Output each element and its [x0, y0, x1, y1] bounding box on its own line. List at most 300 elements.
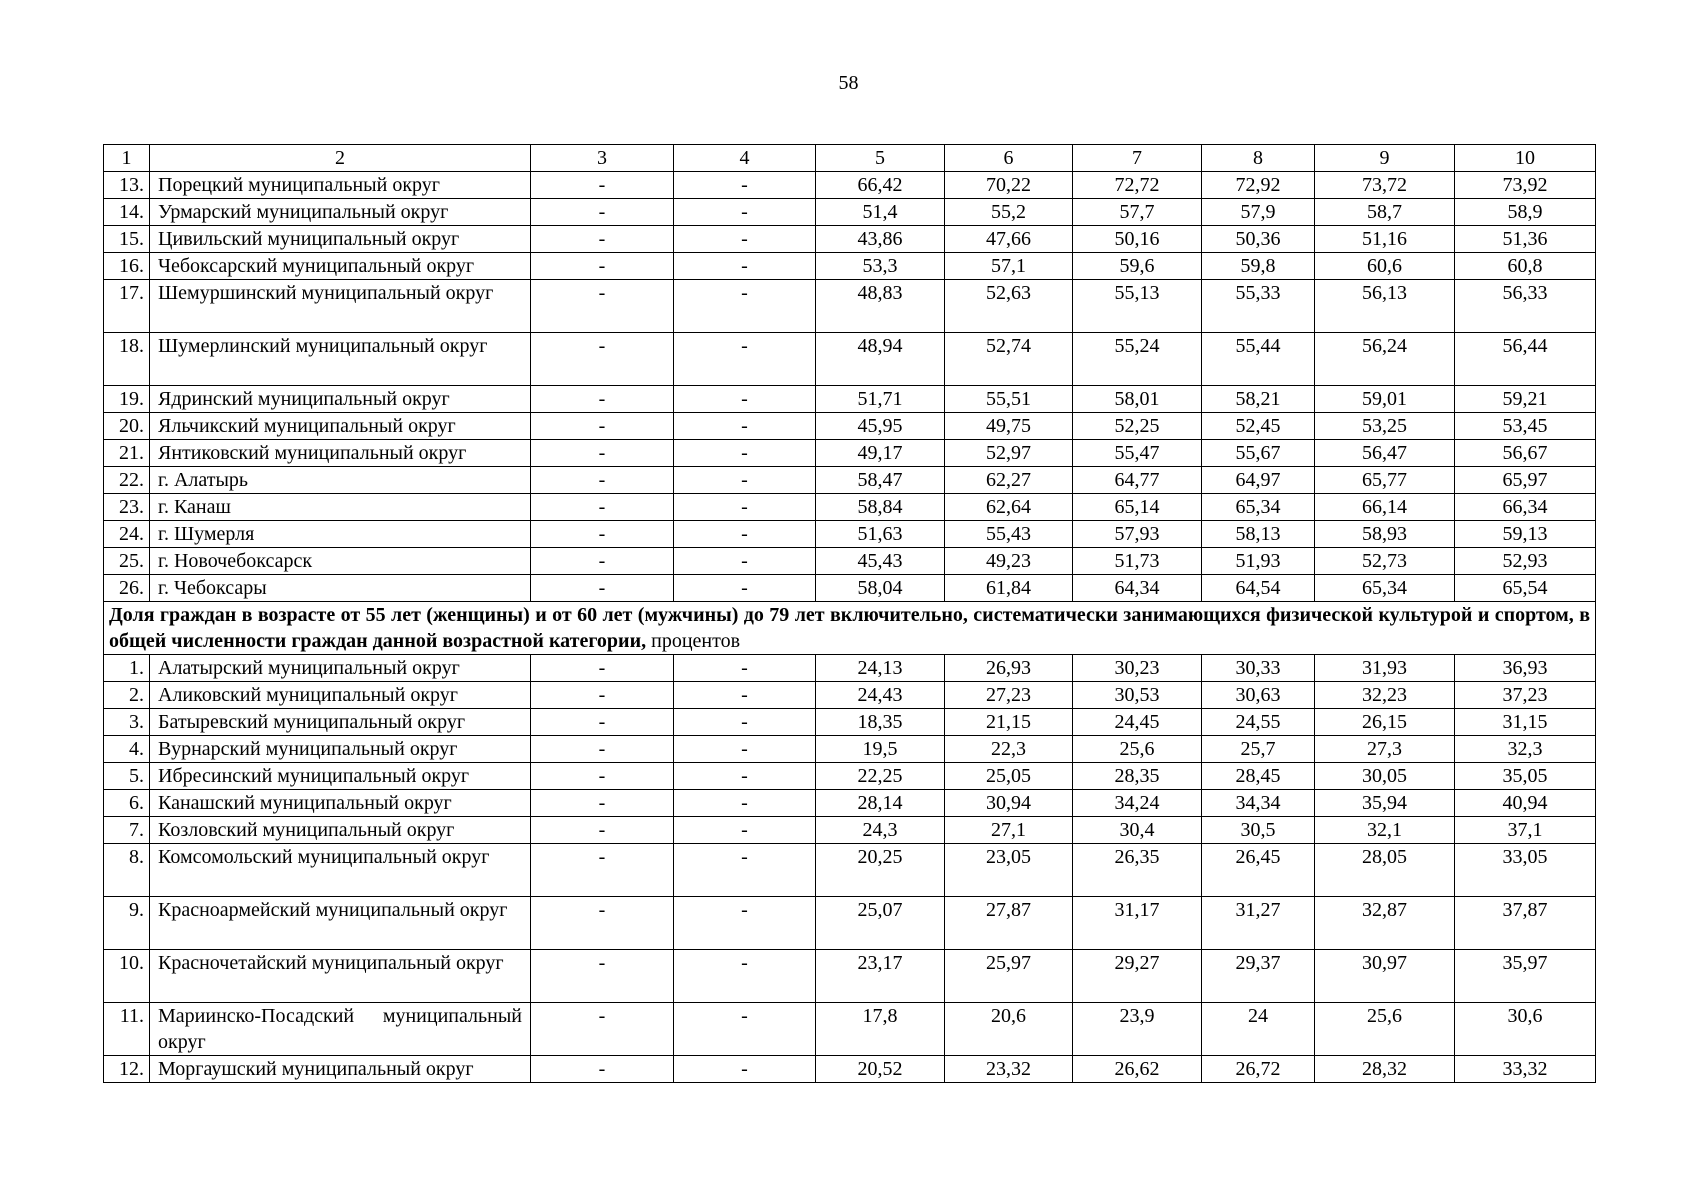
value-cell: 70,22 — [945, 172, 1073, 199]
value-cell: 65,97 — [1455, 467, 1596, 494]
value-cell: 23,05 — [945, 844, 1073, 897]
value-cell: 51,4 — [816, 199, 945, 226]
table-row — [104, 333, 1596, 386]
value-cell: 19,5 — [816, 736, 945, 763]
row-number-cell: 10. — [104, 950, 150, 1003]
row-number-cell: 24. — [104, 521, 150, 548]
value-cell: 35,94 — [1315, 790, 1455, 817]
value-cell: 28,35 — [1073, 763, 1202, 790]
value-cell: 27,87 — [945, 897, 1073, 950]
value-cell: 35,05 — [1455, 763, 1596, 790]
value-cell: - — [674, 1003, 816, 1056]
table-row — [104, 494, 1596, 521]
value-cell: 56,13 — [1315, 280, 1455, 333]
row-number-cell: 2. — [104, 682, 150, 709]
row-number-cell: 11. — [104, 1003, 150, 1056]
value-cell: 49,75 — [945, 413, 1073, 440]
row-number-cell: 21. — [104, 440, 150, 467]
value-cell: - — [674, 521, 816, 548]
value-cell: - — [674, 655, 816, 682]
value-cell: - — [531, 199, 674, 226]
value-cell: 65,14 — [1073, 494, 1202, 521]
value-cell: 24 — [1202, 1003, 1315, 1056]
table-row — [104, 199, 1596, 226]
table-row — [104, 844, 1596, 897]
value-cell: 30,4 — [1073, 817, 1202, 844]
value-cell: 31,27 — [1202, 897, 1315, 950]
district-name-cell: Яльчикский муниципальный округ — [150, 413, 531, 440]
value-cell: 20,52 — [816, 1056, 945, 1083]
row-number-cell: 14. — [104, 199, 150, 226]
table-row — [104, 790, 1596, 817]
value-cell: 25,05 — [945, 763, 1073, 790]
row-number-cell: 4. — [104, 736, 150, 763]
value-cell: 52,74 — [945, 333, 1073, 386]
header-cell: 6 — [945, 145, 1073, 172]
value-cell: 56,24 — [1315, 333, 1455, 386]
value-cell: 66,34 — [1455, 494, 1596, 521]
value-cell: 64,54 — [1202, 575, 1315, 602]
value-cell: 56,67 — [1455, 440, 1596, 467]
value-cell: - — [674, 682, 816, 709]
district-name-cell: Красночетайский муниципальный округ — [150, 950, 531, 1003]
table-row — [104, 440, 1596, 467]
district-name-cell: Моргаушский муниципальный округ — [150, 1056, 531, 1083]
value-cell: 62,64 — [945, 494, 1073, 521]
value-cell: 27,3 — [1315, 736, 1455, 763]
row-number-cell: 17. — [104, 280, 150, 333]
value-cell: - — [674, 172, 816, 199]
value-cell: 30,5 — [1202, 817, 1315, 844]
district-name-cell: Цивильский муниципальный округ — [150, 226, 531, 253]
value-cell: - — [674, 763, 816, 790]
value-cell: - — [531, 897, 674, 950]
value-cell: 55,2 — [945, 199, 1073, 226]
value-cell: - — [674, 897, 816, 950]
value-cell: 55,47 — [1073, 440, 1202, 467]
value-cell: 31,93 — [1315, 655, 1455, 682]
value-cell: 73,92 — [1455, 172, 1596, 199]
value-cell: 56,44 — [1455, 333, 1596, 386]
value-cell: - — [674, 736, 816, 763]
value-cell: 64,77 — [1073, 467, 1202, 494]
row-number-cell: 1. — [104, 655, 150, 682]
value-cell: 65,77 — [1315, 467, 1455, 494]
value-cell: - — [531, 226, 674, 253]
value-cell: 37,23 — [1455, 682, 1596, 709]
value-cell: 30,23 — [1073, 655, 1202, 682]
value-cell: 53,3 — [816, 253, 945, 280]
value-cell: 58,7 — [1315, 199, 1455, 226]
district-name-cell: Алатырский муниципальный округ — [150, 655, 531, 682]
header-cell: 5 — [816, 145, 945, 172]
header-cell: 4 — [674, 145, 816, 172]
value-cell: 55,67 — [1202, 440, 1315, 467]
value-cell: 24,55 — [1202, 709, 1315, 736]
value-cell: 72,92 — [1202, 172, 1315, 199]
value-cell: 30,33 — [1202, 655, 1315, 682]
value-cell: 21,15 — [945, 709, 1073, 736]
row-number-cell: 5. — [104, 763, 150, 790]
value-cell: - — [674, 386, 816, 413]
row-number-cell: 23. — [104, 494, 150, 521]
value-cell: 55,24 — [1073, 333, 1202, 386]
value-cell: 55,13 — [1073, 280, 1202, 333]
value-cell: 25,6 — [1073, 736, 1202, 763]
value-cell: 32,23 — [1315, 682, 1455, 709]
value-cell: 30,94 — [945, 790, 1073, 817]
value-cell: 25,7 — [1202, 736, 1315, 763]
district-name-cell: Шумерлинский муниципальный округ — [150, 333, 531, 386]
value-cell: 52,63 — [945, 280, 1073, 333]
value-cell: - — [674, 575, 816, 602]
table-row — [104, 386, 1596, 413]
value-cell: 72,72 — [1073, 172, 1202, 199]
value-cell: 50,16 — [1073, 226, 1202, 253]
value-cell: 52,25 — [1073, 413, 1202, 440]
value-cell: - — [531, 333, 674, 386]
district-name-cell: Мариинско-Посадский муниципальный округ — [150, 1003, 531, 1056]
value-cell: - — [531, 736, 674, 763]
value-cell: 65,34 — [1202, 494, 1315, 521]
value-cell: - — [674, 226, 816, 253]
section-title-cell — [104, 602, 1596, 655]
value-cell: 22,25 — [816, 763, 945, 790]
value-cell: 51,71 — [816, 386, 945, 413]
value-cell: 58,01 — [1073, 386, 1202, 413]
value-cell: - — [531, 790, 674, 817]
value-cell: 20,25 — [816, 844, 945, 897]
district-name-cell: Порецкий муниципальный округ — [150, 172, 531, 199]
district-name-cell: Янтиковский муниципальный округ — [150, 440, 531, 467]
value-cell: 62,27 — [945, 467, 1073, 494]
value-cell: - — [531, 172, 674, 199]
value-cell: 23,17 — [816, 950, 945, 1003]
value-cell: 66,42 — [816, 172, 945, 199]
value-cell: 29,27 — [1073, 950, 1202, 1003]
value-cell: 34,24 — [1073, 790, 1202, 817]
value-cell: - — [674, 1056, 816, 1083]
value-cell: 51,93 — [1202, 548, 1315, 575]
value-cell: 50,36 — [1202, 226, 1315, 253]
district-name-cell: Урмарский муниципальный округ — [150, 199, 531, 226]
value-cell: 59,8 — [1202, 253, 1315, 280]
table-row — [104, 950, 1596, 1003]
value-cell: 49,23 — [945, 548, 1073, 575]
value-cell: 25,07 — [816, 897, 945, 950]
value-cell: 48,94 — [816, 333, 945, 386]
value-cell: - — [531, 253, 674, 280]
indicator-table — [103, 144, 1596, 1083]
district-name-cell: Шемуршинский муниципальный округ — [150, 280, 531, 333]
value-cell: 26,93 — [945, 655, 1073, 682]
value-cell: 52,73 — [1315, 548, 1455, 575]
row-number-cell: 20. — [104, 413, 150, 440]
row-number-cell: 3. — [104, 709, 150, 736]
value-cell: 52,97 — [945, 440, 1073, 467]
district-name-cell: Красноармейский муниципальный округ — [150, 897, 531, 950]
header-cell: 7 — [1073, 145, 1202, 172]
value-cell: - — [674, 790, 816, 817]
value-cell: - — [531, 548, 674, 575]
value-cell: 26,15 — [1315, 709, 1455, 736]
value-cell: 58,93 — [1315, 521, 1455, 548]
value-cell: - — [531, 1056, 674, 1083]
table-row — [104, 253, 1596, 280]
section-title-row — [104, 602, 1596, 655]
table-row — [104, 280, 1596, 333]
value-cell: 32,3 — [1455, 736, 1596, 763]
value-cell: 40,94 — [1455, 790, 1596, 817]
value-cell: - — [674, 280, 816, 333]
value-cell: 23,9 — [1073, 1003, 1202, 1056]
value-cell: 43,86 — [816, 226, 945, 253]
value-cell: - — [674, 440, 816, 467]
header-row — [104, 145, 1596, 172]
value-cell: - — [674, 413, 816, 440]
value-cell: 27,1 — [945, 817, 1073, 844]
value-cell: 53,45 — [1455, 413, 1596, 440]
row-number-cell: 6. — [104, 790, 150, 817]
value-cell: 59,21 — [1455, 386, 1596, 413]
value-cell: - — [531, 844, 674, 897]
table-row — [104, 897, 1596, 950]
value-cell: - — [674, 494, 816, 521]
value-cell: 52,45 — [1202, 413, 1315, 440]
value-cell: 30,53 — [1073, 682, 1202, 709]
value-cell: 25,6 — [1315, 1003, 1455, 1056]
value-cell: 28,05 — [1315, 844, 1455, 897]
value-cell: - — [674, 253, 816, 280]
value-cell: 22,3 — [945, 736, 1073, 763]
table-row — [104, 521, 1596, 548]
value-cell: 35,97 — [1455, 950, 1596, 1003]
table-row — [104, 655, 1596, 682]
value-cell: - — [531, 467, 674, 494]
header-cell: 3 — [531, 145, 674, 172]
value-cell: - — [531, 709, 674, 736]
value-cell: 36,93 — [1455, 655, 1596, 682]
district-name-cell: г. Шумерля — [150, 521, 531, 548]
value-cell: 58,13 — [1202, 521, 1315, 548]
value-cell: 57,9 — [1202, 199, 1315, 226]
value-cell: 33,32 — [1455, 1056, 1596, 1083]
value-cell: 51,73 — [1073, 548, 1202, 575]
value-cell: 23,32 — [945, 1056, 1073, 1083]
table-row — [104, 413, 1596, 440]
district-name-cell: Чебоксарский муниципальный округ — [150, 253, 531, 280]
value-cell: - — [531, 280, 674, 333]
value-cell: 51,36 — [1455, 226, 1596, 253]
value-cell: 24,13 — [816, 655, 945, 682]
district-name-cell: Вурнарский муниципальный округ — [150, 736, 531, 763]
value-cell: 32,87 — [1315, 897, 1455, 950]
table-row — [104, 1003, 1596, 1056]
value-cell: - — [531, 1003, 674, 1056]
value-cell: 30,6 — [1455, 1003, 1596, 1056]
value-cell: 65,54 — [1455, 575, 1596, 602]
value-cell: 24,3 — [816, 817, 945, 844]
district-name-cell: Канашский муниципальный округ — [150, 790, 531, 817]
district-name-cell: Ядринский муниципальный округ — [150, 386, 531, 413]
row-number-cell: 26. — [104, 575, 150, 602]
value-cell: - — [674, 709, 816, 736]
table-row — [104, 817, 1596, 844]
value-cell: 56,33 — [1455, 280, 1596, 333]
row-number-cell: 8. — [104, 844, 150, 897]
value-cell: 57,7 — [1073, 199, 1202, 226]
section-unit: процентов — [646, 630, 741, 652]
row-number-cell: 16. — [104, 253, 150, 280]
district-name-cell: г. Новочебоксарск — [150, 548, 531, 575]
value-cell: - — [531, 575, 674, 602]
value-cell: 31,15 — [1455, 709, 1596, 736]
value-cell: 59,6 — [1073, 253, 1202, 280]
value-cell: 60,8 — [1455, 253, 1596, 280]
value-cell: 66,14 — [1315, 494, 1455, 521]
value-cell: 37,1 — [1455, 817, 1596, 844]
row-number-cell: 18. — [104, 333, 150, 386]
table-row — [104, 548, 1596, 575]
district-name-cell: г. Канаш — [150, 494, 531, 521]
value-cell: 59,13 — [1455, 521, 1596, 548]
value-cell: - — [531, 413, 674, 440]
value-cell: 58,04 — [816, 575, 945, 602]
header-cell: 8 — [1202, 145, 1315, 172]
value-cell: - — [531, 521, 674, 548]
value-cell: 52,93 — [1455, 548, 1596, 575]
value-cell: 48,83 — [816, 280, 945, 333]
value-cell: - — [674, 199, 816, 226]
row-number-cell: 19. — [104, 386, 150, 413]
value-cell: - — [531, 950, 674, 1003]
value-cell: - — [674, 467, 816, 494]
value-cell: 55,33 — [1202, 280, 1315, 333]
row-number-cell: 7. — [104, 817, 150, 844]
value-cell: 47,66 — [945, 226, 1073, 253]
value-cell: 58,47 — [816, 467, 945, 494]
district-name-cell: Комсомольский муниципальный округ — [150, 844, 531, 897]
value-cell: - — [531, 386, 674, 413]
value-cell: - — [674, 950, 816, 1003]
value-cell: 25,97 — [945, 950, 1073, 1003]
value-cell: 18,35 — [816, 709, 945, 736]
header-cell: 10 — [1455, 145, 1596, 172]
value-cell: 51,63 — [816, 521, 945, 548]
row-number-cell: 15. — [104, 226, 150, 253]
page-number: 58 — [838, 72, 859, 94]
table-row — [104, 1056, 1596, 1083]
value-cell: 26,35 — [1073, 844, 1202, 897]
section-title: Доля граждан в возрасте от 55 лет (женщины) и от 60 лет (мужчины) до 79 лет включительно, систематически занимающихся физической культурой и спортом, в общей численности граждан данной возрастной категории, — [109, 604, 1590, 652]
value-cell: - — [531, 763, 674, 790]
value-cell: - — [531, 440, 674, 467]
value-cell: 30,63 — [1202, 682, 1315, 709]
header-cell: 2 — [150, 145, 531, 172]
value-cell: 45,43 — [816, 548, 945, 575]
value-cell: 58,21 — [1202, 386, 1315, 413]
value-cell: - — [674, 548, 816, 575]
header-cell: 9 — [1315, 145, 1455, 172]
value-cell: 45,95 — [816, 413, 945, 440]
value-cell: 26,62 — [1073, 1056, 1202, 1083]
table-row — [104, 736, 1596, 763]
value-cell: 30,97 — [1315, 950, 1455, 1003]
value-cell: 28,14 — [816, 790, 945, 817]
value-cell: 34,34 — [1202, 790, 1315, 817]
value-cell: - — [531, 655, 674, 682]
value-cell: 57,93 — [1073, 521, 1202, 548]
row-number-cell: 9. — [104, 897, 150, 950]
value-cell: 29,37 — [1202, 950, 1315, 1003]
table-row — [104, 763, 1596, 790]
district-name-cell: г. Алатырь — [150, 467, 531, 494]
value-cell: 31,17 — [1073, 897, 1202, 950]
value-cell: 24,45 — [1073, 709, 1202, 736]
value-cell: 56,47 — [1315, 440, 1455, 467]
value-cell: 57,1 — [945, 253, 1073, 280]
value-cell: 49,17 — [816, 440, 945, 467]
value-cell: - — [674, 844, 816, 897]
row-number-cell: 25. — [104, 548, 150, 575]
row-number-cell: 13. — [104, 172, 150, 199]
value-cell: 58,84 — [816, 494, 945, 521]
value-cell: 26,45 — [1202, 844, 1315, 897]
value-cell: 55,51 — [945, 386, 1073, 413]
district-name-cell: Козловский муниципальный округ — [150, 817, 531, 844]
table-row — [104, 172, 1596, 199]
row-number-cell: 12. — [104, 1056, 150, 1083]
table-row — [104, 575, 1596, 602]
value-cell: 28,45 — [1202, 763, 1315, 790]
value-cell: 27,23 — [945, 682, 1073, 709]
value-cell: - — [531, 494, 674, 521]
table-row — [104, 682, 1596, 709]
table-row — [104, 467, 1596, 494]
table-row — [104, 709, 1596, 736]
value-cell: - — [531, 682, 674, 709]
value-cell: 17,8 — [816, 1003, 945, 1056]
district-name-cell: Аликовский муниципальный округ — [150, 682, 531, 709]
value-cell: 24,43 — [816, 682, 945, 709]
value-cell: 64,97 — [1202, 467, 1315, 494]
value-cell: 58,9 — [1455, 199, 1596, 226]
value-cell: 33,05 — [1455, 844, 1596, 897]
value-cell: 53,25 — [1315, 413, 1455, 440]
header-cell: 1 — [104, 145, 150, 172]
value-cell: 60,6 — [1315, 253, 1455, 280]
table-row — [104, 226, 1596, 253]
value-cell: 65,34 — [1315, 575, 1455, 602]
value-cell: 30,05 — [1315, 763, 1455, 790]
row-number-cell: 22. — [104, 467, 150, 494]
district-name-cell: Батыревский муниципальный округ — [150, 709, 531, 736]
value-cell: 55,44 — [1202, 333, 1315, 386]
value-cell: 20,6 — [945, 1003, 1073, 1056]
district-name-cell: г. Чебоксары — [150, 575, 531, 602]
value-cell: 26,72 — [1202, 1056, 1315, 1083]
district-name-cell: Ибресинский муниципальный округ — [150, 763, 531, 790]
value-cell: - — [531, 817, 674, 844]
value-cell: 32,1 — [1315, 817, 1455, 844]
value-cell: 64,34 — [1073, 575, 1202, 602]
value-cell: - — [674, 817, 816, 844]
value-cell: - — [674, 333, 816, 386]
value-cell: 37,87 — [1455, 897, 1596, 950]
value-cell: 28,32 — [1315, 1056, 1455, 1083]
value-cell: 73,72 — [1315, 172, 1455, 199]
value-cell: 51,16 — [1315, 226, 1455, 253]
